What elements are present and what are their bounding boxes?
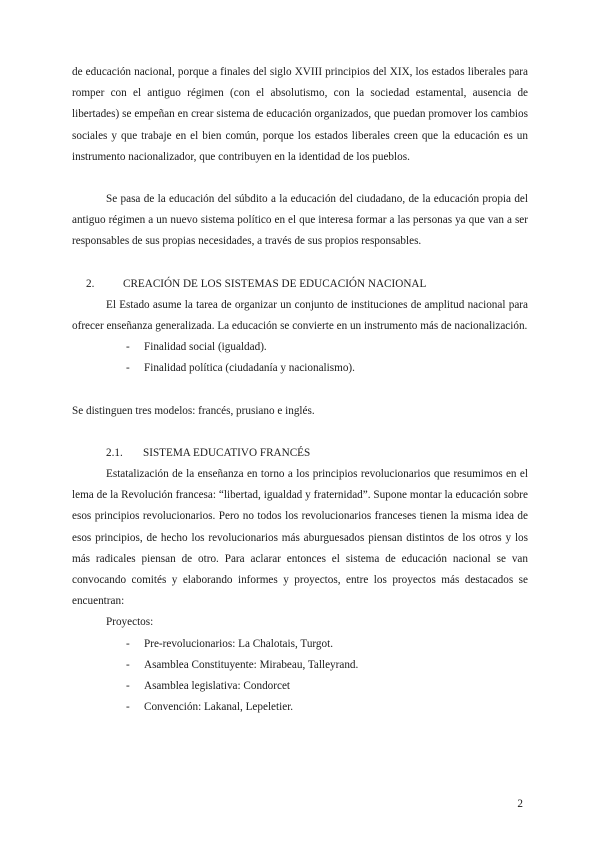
spacer	[72, 380, 528, 401]
section-2-1-body: Estatalización de la enseñanza en torno a los principios revolucionarios que resumimos en el lema de la Revolución francesa: “libertad, igualdad y fraternidad”. Supone montar la educación sobre esos principios revolucionarios. Pero no todos los revolucionarios franceses tienen la misma idea de esos principios, de hecho los revolucionarios más aburguesados piensan distintos de los otros y los más radicales piensan de otro. Para aclarar entonces el sistema de educación nacional se van convocando comités y elaborando informes y proyectos, entre los proyectos más destacados se encuentran:	[72, 468, 528, 608]
section-2-title: CREACIÓN DE LOS SISTEMAS DE EDUCACIÓN NACIONAL	[123, 277, 427, 290]
list-item: - Pre-revolucionarios: La Chalotais, Turgot.	[126, 637, 334, 650]
spacer	[72, 168, 528, 189]
section-2-bullet-list	[72, 337, 528, 379]
page-number: 2	[517, 798, 523, 810]
section-2-heading	[72, 274, 528, 295]
section-2-1-title: SISTEMA EDUCATIVO FRANCÉS	[143, 446, 311, 459]
list-item: - Finalidad política (ciudadanía y nacionalismo).	[126, 362, 355, 375]
list-item: - Asamblea Constituyente: Mirabeau, Talleyrand.	[126, 658, 359, 671]
document-page	[72, 62, 528, 718]
section-2-number: 2.	[86, 277, 95, 290]
models-sentence: Se distinguen tres modelos: francés, prusiano e inglés.	[72, 404, 315, 417]
list-item: - Asamblea legislativa: Condorcet	[126, 680, 291, 693]
paragraph-2: Se pasa de la educación del súbdito a la educación del ciudadano, de la educación propia del antiguo régimen a un nuevo sistema político en el que interesa formar a las personas ya que van a ser responsables de sus propias necesidades, a través de sus propios responsables.	[72, 193, 528, 248]
section-2-1-heading	[72, 443, 528, 464]
spacer	[72, 253, 528, 274]
spacer	[72, 422, 528, 443]
list-item: - Convención: Lakanal, Lepeletier.	[126, 701, 294, 714]
paragraph-1: de educación nacional, porque a finales del siglo XVIII principios del XIX, los estados liberales para romper con el antiguo régimen (con el absolutismo, con la sociedad estamental, ausencia de libertades) se empeñan en crear sistema de educación organizados, que puedan promover los cambios sociales y que trabaje en el bien común, porque los estados liberales creen que la educación es un instrumento nacionalizador, que contribuyen en la identidad de los pueblos.	[72, 66, 528, 163]
projects-list	[72, 634, 528, 719]
projects-label: Proyectos:	[106, 616, 154, 629]
list-item: - Finalidad social (igualdad).	[126, 341, 267, 354]
section-2-1-number: 2.1.	[106, 446, 123, 459]
section-2-body: El Estado asume la tarea de organizar un conjunto de instituciones de amplitud nacional para ofrecer enseñanza generalizada. La educación se convierte en un instrumento más de nacionalización.	[72, 298, 528, 333]
